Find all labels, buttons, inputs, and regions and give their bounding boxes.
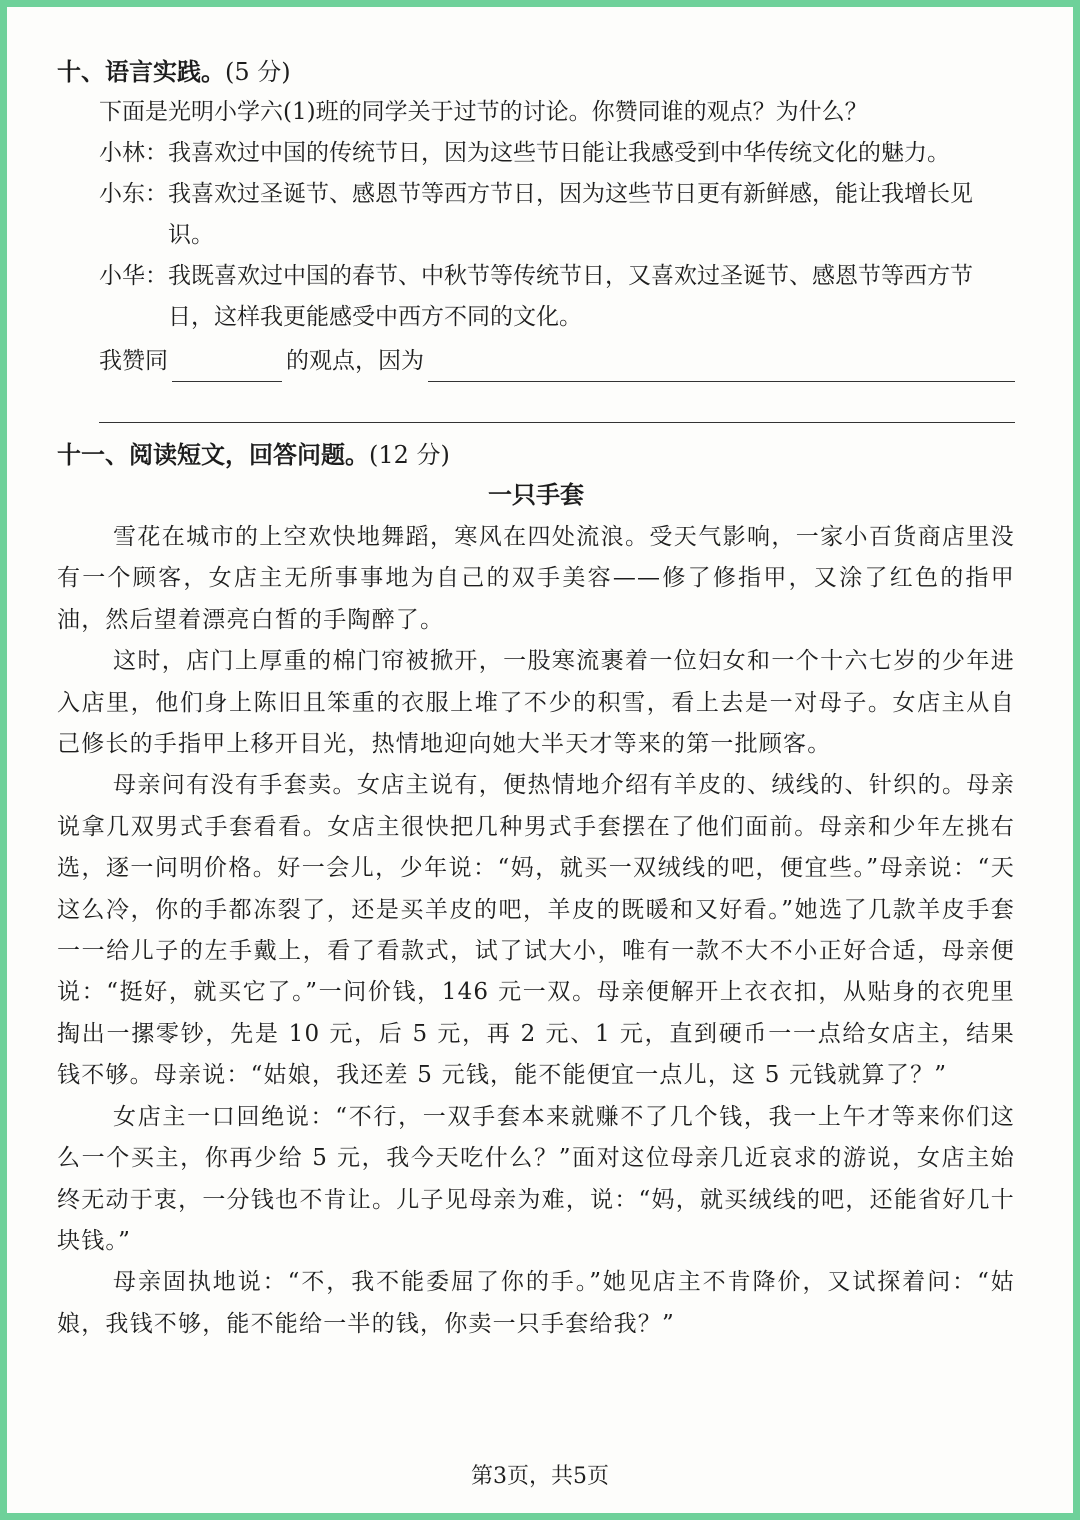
section-11-title: 十一、阅读短文，回答问题。	[57, 441, 369, 469]
dialog-xiaohua	[57, 256, 1015, 338]
story-title: 一只手套	[488, 481, 584, 509]
dialog-speaker: 小东：	[99, 181, 168, 207]
worksheet-page	[57, 52, 1015, 1345]
section-10-heading	[57, 52, 1015, 92]
story-paragraph: 母亲问有没有手套卖。女店主说有，便热情地介绍有羊皮的、绒线的、针织的。母亲说拿几双男式手套看看。女店主很快把几种男式手套摆在了他们面前。母亲和少年左挑右选，逐一问明价格。好一会儿，少年说：“妈，就买一双绒线的吧，便宜些。”母亲说：“天这么冷，你的手都冻裂了，还是买羊皮的吧，羊皮的既暖和又好看。”她选了几款羊皮手套一一给儿子的左手戴上，看了看款式，试了试大小，唯有一款不大不小正好合适，母亲便说：“挺好，就买它了。”一问价钱，146 元一双。母亲便解开上衣衣扣，从贴身的衣兜里掏出一摞零钞，先是 10 元，后 5 元，再 2 元、1 元，直到硬币一一点给女店主，结果钱不够。母亲说：“姑娘，我还差 5 元钱，能不能便宜一点儿，这 5 元钱就算了？”	[57, 772, 1015, 1089]
story-paragraph: 这时，店门上厚重的棉门帘被掀开，一股寒流裹着一位妇女和一个十六七岁的少年进入店里，他们身上陈旧且笨重的衣服上堆了不少的积雪，看上去是一对母子。女店主从自己修长的手指甲上移开目光，热情地迎向她大半天才等来的第一批顾客。	[57, 648, 1015, 758]
section-10	[57, 52, 1015, 423]
section-11	[57, 435, 1015, 1345]
dialog-xiaolin	[57, 133, 1015, 174]
section-10-score: (5 分)	[225, 58, 291, 86]
story-paragraph: 母亲固执地说：“不，我不能委屈了你的手。”她见店主不肯降价，又试探着问：“姑娘，我钱不够，能不能给一半的钱，你卖一只手套给我？”	[57, 1269, 1015, 1337]
story-paragraph: 雪花在城市的上空欢快地舞蹈，寒风在四处流浪。受天气影响，一家小百货商店里没有一个顾客，女店主无所事事地为自己的双手美容——修了修指甲，又涂了红色的指甲油，然后望着漂亮白皙的手陶醉了。	[57, 524, 1015, 633]
dialog-text: 我喜欢过中国的传统节日，因为这些节日能让我感受到中华传统文化的魅力。	[168, 140, 950, 166]
answer-row	[57, 338, 1015, 382]
answer-reason-blank-line2[interactable]	[99, 382, 1015, 423]
page-number: 第3页，共5页	[471, 1464, 609, 1489]
dialog-text: 我既喜欢过中国的春节、中秋节等传统节日，又喜欢过圣诞节、感恩节等西方节日，这样我更能感受中西方不同的文化。	[168, 263, 973, 330]
answer-middle: 的观点，因为	[286, 348, 424, 374]
dialog-speaker: 小华：	[99, 263, 168, 289]
story-paragraph: 女店主一口回绝说：“不行，一双手套本来就赚不了几个钱，我一上午才等来你们这么一个买主，你再少给 5 元，我今天吃什么？”面对这位母亲几近哀求的游说，女店主始终无动于衷，一分钱也不肯让。儿子见母亲为难，说：“妈，就买绒线的吧，还能省好几十块钱。”	[57, 1103, 1015, 1254]
dialog-xiaodong	[57, 174, 1015, 256]
section-11-score: (12 分)	[369, 441, 450, 469]
section-10-title: 十、语言实践。	[57, 58, 225, 86]
answer-prefix: 我赞同	[99, 348, 168, 374]
section-11-heading	[57, 435, 1015, 475]
answer-name-blank[interactable]	[172, 351, 282, 382]
section-10-prompt: 下面是光明小学六(1)班的同学关于过节的讨论。你赞同谁的观点？为什么？	[99, 99, 868, 125]
answer-reason-blank[interactable]	[428, 351, 1015, 382]
dialog-text: 我喜欢过圣诞节、感恩节等西方节日，因为这些节日更有新鲜感，能让我增长见识。	[168, 181, 973, 248]
dialog-speaker: 小林：	[99, 140, 168, 166]
